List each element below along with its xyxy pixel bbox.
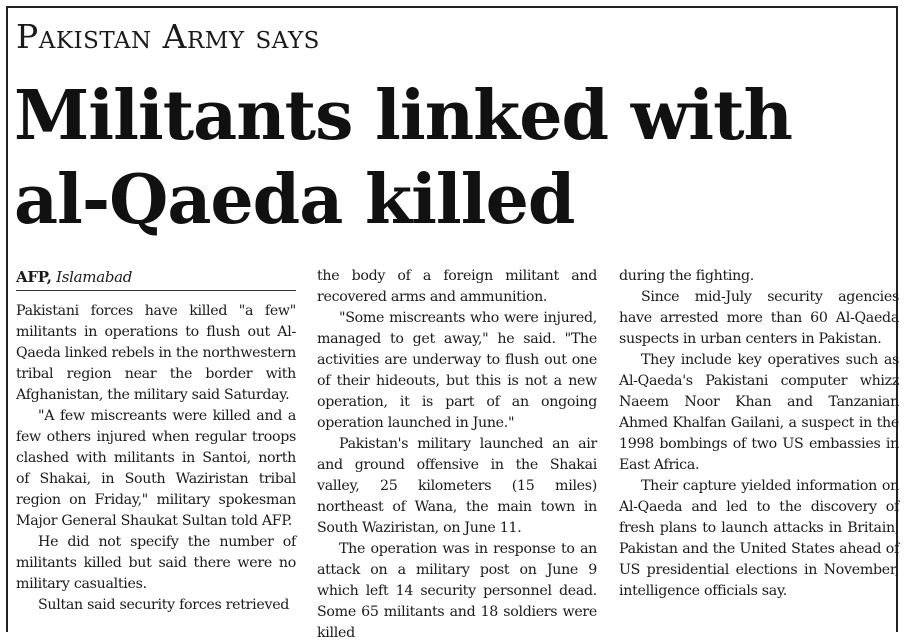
column-2	[317, 266, 597, 644]
headline-line-2: al-Qaeda killed	[14, 160, 575, 240]
paragraph: Since mid-July security agencies have arrested more than 60 Al-Qaeda suspects in urban centers in Pakistan.	[619, 289, 899, 347]
paragraph: Their capture yielded information on Al-Qaeda and led to the discovery of fresh plans to launch attacks in Britain, Pakistan and the United States ahead of US presidential elections in November, intelligence officials say.	[619, 478, 899, 599]
kicker: Pakistan Army says	[16, 17, 320, 56]
paragraph: "Some miscreants who were injured, managed to get away," he said. "The activities are underway to flush out one of their hideouts, but this is not a new operation, it is part of an ongoing operation launched in June."	[317, 310, 597, 431]
paragraph: He did not specify the number of militants killed but said there were no military casualties.	[16, 534, 296, 592]
byline-agency: AFP,	[16, 268, 52, 286]
paragraph: Pakistani forces have killed "a few" militants in operations to flush out Al-Qaeda linked rebels in the northwestern tribal region near the border with Afghanistan, the military said Saturday.	[16, 303, 296, 403]
byline	[16, 266, 296, 291]
column-1	[16, 266, 296, 616]
paragraph: the body of a foreign militant and recovered arms and ammunition.	[317, 268, 597, 305]
paragraph: Sultan said security forces retrieved	[38, 597, 290, 613]
byline-place: Islamabad	[56, 268, 133, 286]
column-3	[619, 266, 899, 602]
paragraph: "A few miscreants were killed and a few others injured when regular troops clashed with militants in Santoi, north of Shakai, in South Waziristan tribal region on Friday," military spokesman Major General Shaukat Sultan told AFP.	[16, 408, 296, 529]
paragraph: The operation was in response to an attack on a military post on June 9 which left 14 security personnel dead. Some 65 militants and 18 soldiers were killed	[317, 541, 597, 641]
paragraph: during the fighting.	[619, 268, 754, 284]
headline	[14, 74, 884, 242]
paragraph: They include key operatives such as Al-Qaeda's Pakistani computer whizz Naeem Noor Khan and Tanzanian Ahmed Khalfan Gailani, a suspect in the 1998 bombings of two US embassies in East Africa.	[619, 352, 899, 473]
headline-line-1: Militants linked with	[14, 76, 792, 156]
paragraph: Pakistan's military launched an air and ground offensive in the Shakai valley, 25 kilometers (15 miles) northeast of Wana, the main town in South Waziristan, on June 11.	[317, 436, 597, 536]
